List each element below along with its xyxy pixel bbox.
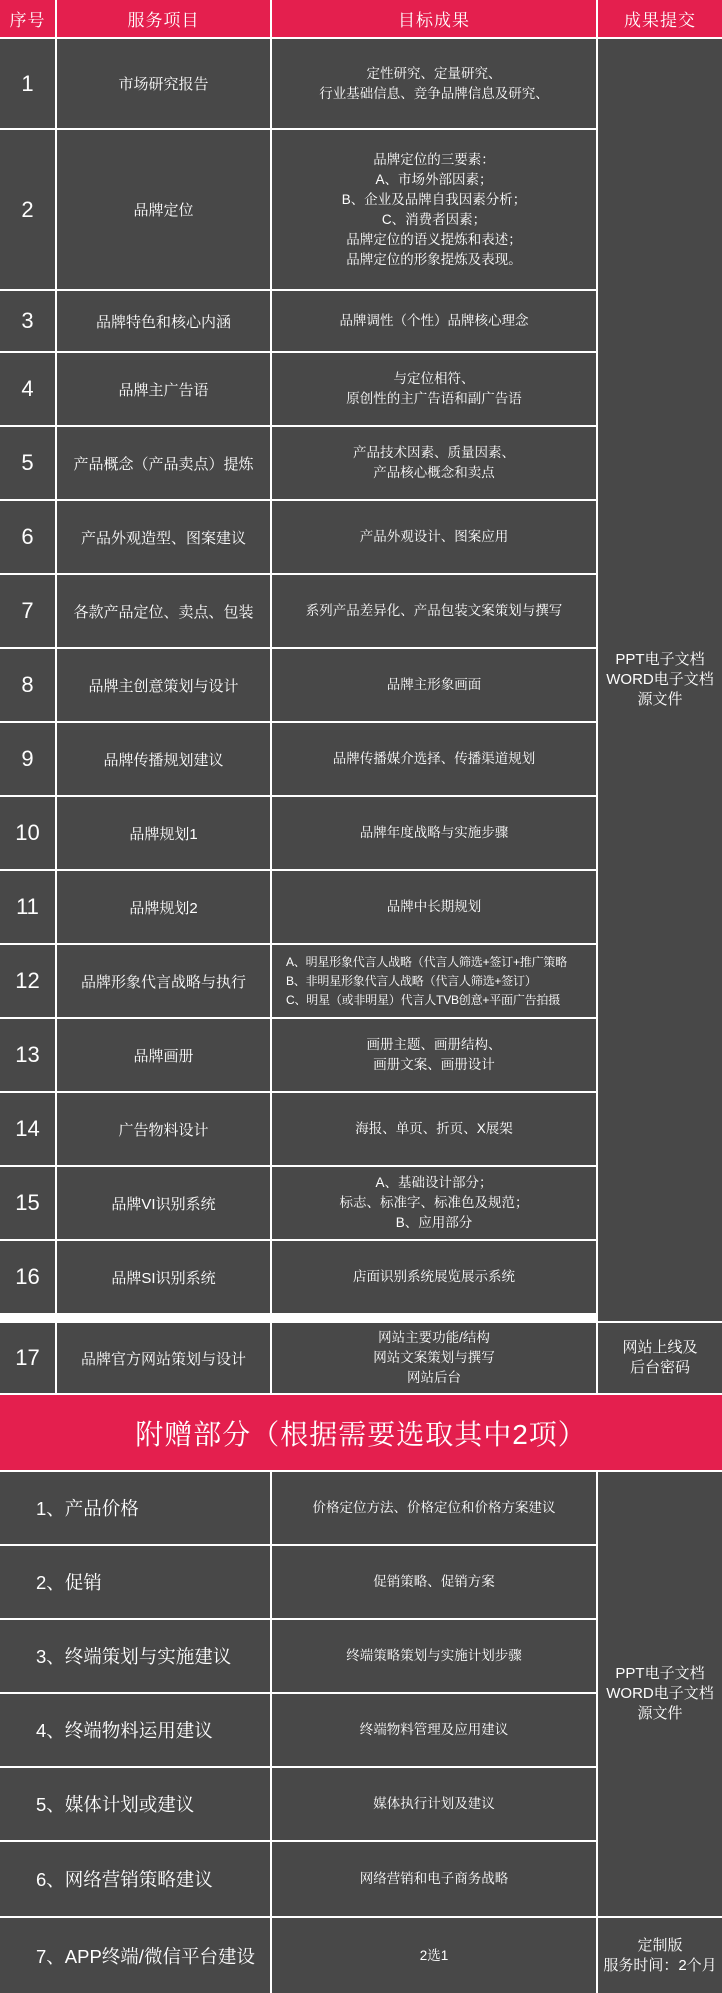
submit-last-line-2: 服务时间：2个月 — [603, 1956, 717, 1974]
row-result-line: 品牌定位的语义提炼和表述； — [346, 231, 522, 247]
submit-last-line-1: 定制版 — [637, 1936, 683, 1954]
extra-result: 媒体执行计划及建议 — [272, 1768, 596, 1840]
header-submit: 成果提交 — [598, 0, 722, 37]
row-result — [272, 871, 596, 943]
row-result-line: A、基础设计部分； — [375, 1175, 493, 1190]
row-service: 广告物料设计 — [57, 1093, 270, 1165]
row-service: 品牌定位 — [57, 130, 270, 289]
row-number: 2 — [0, 130, 55, 289]
row-service: 品牌官方网站策划与设计 — [57, 1323, 270, 1393]
row-service: 品牌SI识别系统 — [57, 1241, 270, 1313]
row-result — [272, 649, 596, 721]
extra-service: 5、媒体计划或建议 — [0, 1768, 270, 1840]
submit-main-line-2: WORD电子文档 — [606, 671, 714, 688]
row-result-line: 原创性的主广告语和副广告语 — [346, 391, 522, 406]
row-result — [272, 501, 596, 573]
header-service: 服务项目 — [57, 0, 270, 37]
row-result — [272, 291, 596, 351]
row-result-line: 网站文案策划与撰写 — [373, 1350, 495, 1365]
row-result-line: 品牌定位的三要素： — [373, 151, 495, 167]
row-result-line: 产品外观设计、图案应用 — [359, 529, 509, 544]
row-number: 9 — [0, 723, 55, 795]
row-service: 各款产品定位、卖点、包装 — [57, 575, 270, 647]
extra-service: 7、APP终端/微信平台建设 — [0, 1918, 270, 1993]
submit-extras-cell — [598, 1472, 722, 1916]
row-result-line: C、明星（或非明星）代言人TVB创意+平面广告拍摄 — [286, 992, 561, 1007]
submit-main-line-1: PPT电子文档 — [615, 651, 705, 668]
row-number: 6 — [0, 501, 55, 573]
row-number: 3 — [0, 291, 55, 351]
extra-result: 网络营销和电子商务战略 — [272, 1842, 596, 1916]
header-result: 目标成果 — [272, 0, 596, 37]
row-service: 品牌形象代言战略与执行 — [57, 945, 270, 1017]
row-result-line: A、市场外部因素； — [375, 171, 493, 187]
row-number: 14 — [0, 1093, 55, 1165]
extra-service: 4、终端物料运用建议 — [0, 1694, 270, 1766]
row-service: 品牌VI识别系统 — [57, 1167, 270, 1239]
row-result-line: B、应用部分 — [395, 1215, 473, 1230]
extra-result: 2选1 — [272, 1918, 596, 1993]
extra-service: 3、终端策划与实施建议 — [0, 1620, 270, 1692]
row-result — [272, 1093, 596, 1165]
extra-result: 终端物料管理及应用建议 — [272, 1694, 596, 1766]
row-number: 12 — [0, 945, 55, 1017]
extra-service: 6、网络营销策略建议 — [0, 1842, 270, 1916]
row-result-line: 品牌主形象画面 — [386, 677, 482, 692]
row-result — [272, 1241, 596, 1313]
row-result-line: 海报、单页、折页、X展架 — [355, 1121, 513, 1136]
row-result — [272, 39, 596, 128]
row-service: 品牌规划2 — [57, 871, 270, 943]
row-result-line: 网站后台 — [407, 1370, 461, 1385]
row-number: 8 — [0, 649, 55, 721]
row-result-line: 行业基础信息、竞争品牌信息及研究、 — [319, 85, 549, 101]
row-number: 16 — [0, 1241, 55, 1313]
row-service: 市场研究报告 — [57, 39, 270, 128]
row-service: 品牌传播规划建议 — [57, 723, 270, 795]
submit-main-line-3: 源文件 — [637, 691, 683, 708]
row-result-line: 品牌定位的形象提炼及表现。 — [346, 251, 522, 267]
row-result-line: 系列产品差异化、产品包装文案策划与撰写 — [305, 603, 563, 618]
row-number: 17 — [0, 1323, 55, 1393]
row-result-line: 品牌中长期规划 — [386, 899, 482, 914]
submit-extras-line-3: 源文件 — [637, 1705, 683, 1722]
row-result — [272, 353, 596, 425]
submit-last-cell — [598, 1918, 722, 1993]
extras-banner: 附赠部分（根据需要选取其中2项） — [0, 1395, 722, 1470]
row-result — [272, 1323, 596, 1393]
row-result — [272, 797, 596, 869]
row-result-line: B、非明星形象代言人战略（代言人筛选+签订） — [286, 973, 537, 988]
row-result-line: 店面识别系统展览展示系统 — [353, 1269, 515, 1284]
row-number: 5 — [0, 427, 55, 499]
extra-result: 促销策略、促销方案 — [272, 1546, 596, 1618]
submit-row17-cell — [598, 1323, 722, 1393]
row-result-line: 与定位相符、 — [393, 371, 475, 386]
row-result-line: 定性研究、定量研究、 — [366, 65, 502, 81]
row-number: 10 — [0, 797, 55, 869]
row-service: 品牌主创意策划与设计 — [57, 649, 270, 721]
row-number: 4 — [0, 353, 55, 425]
row-number: 1 — [0, 39, 55, 128]
row-result — [272, 945, 596, 1017]
extra-service: 2、促销 — [0, 1546, 270, 1618]
row-result — [272, 723, 596, 795]
row-number: 7 — [0, 575, 55, 647]
extra-result: 终端策略策划与实施计划步骤 — [272, 1620, 596, 1692]
row-result — [272, 575, 596, 647]
row-result-line: 产品技术因素、质量因素、 — [353, 445, 515, 460]
row-result-line: 网站主要功能/结构 — [378, 1330, 490, 1345]
row-result — [272, 1167, 596, 1239]
row-result-line: 标志、标准字、标准色及规范； — [339, 1195, 529, 1210]
row-number: 11 — [0, 871, 55, 943]
row-service: 品牌规划1 — [57, 797, 270, 869]
row-result-line: 产品核心概念和卖点 — [373, 465, 495, 480]
row-service: 产品外观造型、图案建议 — [57, 501, 270, 573]
row-service: 产品概念（产品卖点）提炼 — [57, 427, 270, 499]
row-number: 15 — [0, 1167, 55, 1239]
row-result-line: 品牌年度战略与实施步骤 — [359, 825, 509, 840]
row-result-line: A、明星形象代言人战略（代言人筛选+签订+推广策略 — [286, 954, 568, 969]
row-result — [272, 427, 596, 499]
row-result — [272, 130, 596, 289]
row-number: 13 — [0, 1019, 55, 1091]
row-service: 品牌主广告语 — [57, 353, 270, 425]
extra-service: 1、产品价格 — [0, 1472, 270, 1544]
submit-row17-line-2: 后台密码 — [629, 1359, 690, 1376]
submit-extras-line-1: PPT电子文档 — [615, 1665, 705, 1682]
header-no: 序号 — [0, 0, 55, 37]
submit-main-cell — [598, 39, 722, 1321]
row-result — [272, 1019, 596, 1091]
row-result-line: 画册主题、画册结构、 — [366, 1037, 502, 1052]
row-result-line: 品牌传播媒介选择、传播渠道规划 — [332, 751, 536, 766]
row-result-line: 品牌调性（个性）品牌核心理念 — [339, 313, 529, 328]
extra-result: 价格定位方法、价格定位和价格方案建议 — [272, 1472, 596, 1544]
row-result-line: 画册文案、画册设计 — [373, 1057, 495, 1072]
submit-extras-line-2: WORD电子文档 — [606, 1685, 714, 1702]
row-result-line: B、企业及品牌自我因素分析； — [341, 191, 527, 207]
row-service: 品牌画册 — [57, 1019, 270, 1091]
row-service: 品牌特色和核心内涵 — [57, 291, 270, 351]
row-result-line: C、消费者因素； — [381, 211, 487, 227]
submit-row17-line-1: 网站上线及 — [622, 1339, 698, 1356]
